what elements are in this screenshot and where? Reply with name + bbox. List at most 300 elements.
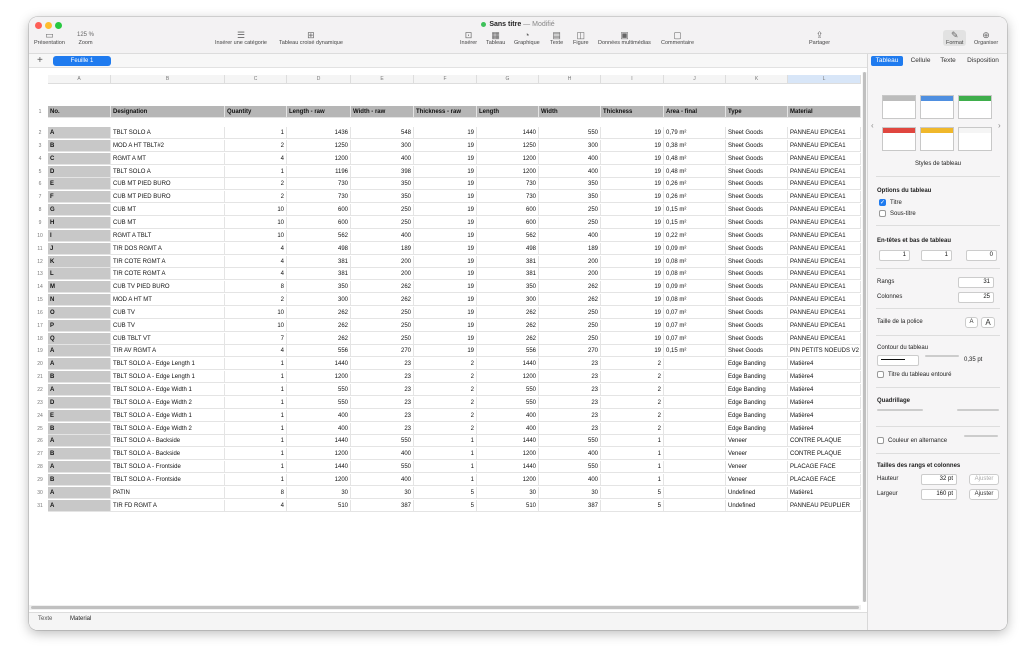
border-width-value[interactable]: 0,35 pt (964, 357, 983, 363)
text-button[interactable] (550, 30, 563, 46)
table-cell[interactable]: 1200 (287, 371, 351, 383)
column-header[interactable]: K (726, 75, 788, 84)
table-cell[interactable]: 381 (287, 268, 351, 280)
table-cell[interactable]: 0,07 m² (664, 320, 726, 332)
table-cell[interactable]: 8 (225, 487, 287, 499)
table-cell[interactable]: Matière4 (788, 384, 861, 396)
table-cell[interactable]: CONTRE PLAQUE (788, 448, 861, 460)
table-cell[interactable]: 1440 (477, 461, 539, 473)
table-cell[interactable]: 19 (601, 166, 664, 178)
table-cell[interactable]: 1 (414, 474, 477, 486)
table-cell[interactable]: A (48, 345, 111, 357)
table-cell[interactable]: 0,15 m² (664, 345, 726, 357)
organize-button[interactable] (974, 30, 998, 46)
header-cols-stepper[interactable] (921, 250, 952, 261)
table-cell[interactable]: Matière4 (788, 358, 861, 370)
table-cell[interactable]: 250 (539, 204, 601, 216)
table-cell[interactable]: Sheet Goods (726, 256, 788, 268)
table-cell[interactable]: 5 (601, 500, 664, 512)
table-cell[interactable]: Matière4 (788, 397, 861, 409)
decrease-font-button[interactable]: A (965, 317, 978, 328)
table-cell[interactable]: 23 (351, 410, 414, 422)
table-cell[interactable]: TBLT SOLO A - Edge Width 1 (111, 410, 225, 422)
table-cell[interactable]: 600 (477, 204, 539, 216)
table-cell[interactable]: 23 (539, 358, 601, 370)
table-cell[interactable]: 0,48 m² (664, 166, 726, 178)
table-cell[interactable]: 270 (539, 345, 601, 357)
row-height-stepper[interactable] (921, 474, 957, 485)
table-cell[interactable]: 400 (351, 153, 414, 165)
table-cell[interactable]: 1200 (477, 153, 539, 165)
table-cell[interactable]: 2 (414, 371, 477, 383)
table-cell[interactable]: 510 (477, 500, 539, 512)
table-cell[interactable]: 400 (539, 474, 601, 486)
table-cell[interactable]: PLACAGE FACE (788, 461, 861, 473)
table-cell[interactable] (664, 474, 726, 486)
column-header[interactable]: D (287, 75, 351, 84)
table-cell[interactable]: Matière4 (788, 423, 861, 435)
table-cell[interactable]: A (48, 487, 111, 499)
table-cell[interactable]: 250 (539, 217, 601, 229)
table-cell[interactable]: 19 (414, 294, 477, 306)
pivot-button[interactable] (279, 30, 343, 46)
sidebar-tab[interactable]: Texte (940, 57, 956, 64)
table-cell[interactable]: 300 (477, 294, 539, 306)
table-cell[interactable]: 8 (225, 281, 287, 293)
table-cell[interactable]: 23 (351, 397, 414, 409)
row-number[interactable]: 22 (37, 387, 43, 393)
table-cell[interactable]: CUB TV (111, 320, 225, 332)
table-cell[interactable]: 556 (477, 345, 539, 357)
table-cell[interactable]: 400 (477, 423, 539, 435)
table-cell[interactable]: 2 (601, 384, 664, 396)
table-cell[interactable]: 2 (414, 384, 477, 396)
row-number[interactable]: 11 (37, 245, 43, 252)
table-cell[interactable]: 262 (477, 320, 539, 332)
table-cell[interactable]: PANNEAU PEUPLIER (788, 500, 861, 512)
table-cell[interactable]: 19 (601, 127, 664, 139)
share-button[interactable] (809, 30, 830, 46)
table-cell[interactable]: TBLT SOLO A - Edge Width 2 (111, 397, 225, 409)
table-cell[interactable]: Edge Banding (726, 384, 788, 396)
table-cell[interactable]: 562 (287, 230, 351, 242)
table-cell[interactable]: J (48, 243, 111, 255)
table-cell[interactable]: Undefined (726, 500, 788, 512)
table-cell[interactable]: 19 (414, 320, 477, 332)
row-number[interactable]: 4 (38, 155, 42, 162)
row-number[interactable]: 23 (37, 399, 43, 406)
table-cell[interactable]: 19 (601, 294, 664, 306)
footer-rows-stepper[interactable] (966, 250, 997, 261)
table-cell[interactable]: Sheet Goods (726, 178, 788, 190)
table-cell[interactable]: 1 (225, 166, 287, 178)
table-cell[interactable]: 400 (539, 166, 601, 178)
table-cell[interactable]: 19 (601, 153, 664, 165)
table-cell[interactable]: 23 (539, 410, 601, 422)
table-cell[interactable]: PANNEAU EPICEA1 (788, 268, 861, 280)
table-cell[interactable]: 1 (225, 127, 287, 139)
insert-button[interactable] (460, 30, 477, 46)
table-cell[interactable]: 19 (601, 320, 664, 332)
table-cell[interactable]: 1 (414, 461, 477, 473)
columns-stepper[interactable] (958, 292, 994, 303)
row-number[interactable]: 17 (37, 322, 43, 329)
table-cell[interactable]: 1200 (477, 371, 539, 383)
table-cell[interactable]: N (48, 294, 111, 306)
table-cell[interactable]: 1440 (287, 461, 351, 473)
table-cell[interactable]: 0,15 m² (664, 204, 726, 216)
row-number[interactable]: 3 (38, 142, 42, 149)
table-cell[interactable]: Sheet Goods (726, 166, 788, 178)
table-cell[interactable]: 10 (225, 307, 287, 319)
gridlines-inner-toggle[interactable] (877, 409, 923, 411)
table-style-4[interactable] (882, 127, 916, 151)
table-cell[interactable]: 19 (414, 243, 477, 255)
table-cell[interactable]: Q (48, 333, 111, 345)
header-rows-stepper[interactable] (879, 250, 910, 261)
table-cell[interactable]: G (48, 204, 111, 216)
sheet-tab[interactable]: Feuille 1 (53, 56, 111, 66)
table-cell[interactable]: 1440 (477, 435, 539, 447)
table-cell[interactable]: Sheet Goods (726, 140, 788, 152)
table-cell[interactable]: 250 (351, 333, 414, 345)
table-cell[interactable]: 548 (351, 127, 414, 139)
table-cell[interactable]: 381 (477, 268, 539, 280)
table-cell[interactable]: 19 (601, 204, 664, 216)
table-cell[interactable]: 300 (539, 140, 601, 152)
row-number[interactable]: 16 (37, 309, 43, 316)
table-cell[interactable]: 550 (351, 461, 414, 473)
header-cell[interactable]: Width - raw (351, 106, 414, 118)
table-cell[interactable]: CONTRE PLAQUE (788, 435, 861, 447)
table-cell[interactable]: 1 (601, 448, 664, 460)
column-header[interactable]: E (351, 75, 414, 84)
table-cell[interactable]: 730 (287, 191, 351, 203)
column-header[interactable]: J (664, 75, 726, 84)
alternating-color-well[interactable] (964, 435, 998, 437)
table-cell[interactable]: PANNEAU EPICEA1 (788, 178, 861, 190)
table-cell[interactable]: Sheet Goods (726, 281, 788, 293)
table-cell[interactable]: 556 (287, 345, 351, 357)
table-cell[interactable]: 1440 (477, 358, 539, 370)
table-cell[interactable]: Matière4 (788, 410, 861, 422)
table-cell[interactable]: 400 (539, 448, 601, 460)
table-cell[interactable]: TIR DOS RGMT A (111, 243, 225, 255)
row-number[interactable]: 6 (38, 181, 42, 188)
table-cell[interactable] (664, 500, 726, 512)
vscroll-thumb[interactable] (863, 72, 866, 602)
table-cell[interactable]: Edge Banding (726, 423, 788, 435)
table-cell[interactable]: 19 (601, 140, 664, 152)
row-number[interactable]: 18 (37, 335, 43, 342)
table-cell[interactable]: 200 (539, 256, 601, 268)
table-button[interactable] (486, 30, 505, 46)
table-cell[interactable]: 1 (601, 435, 664, 447)
table-cell[interactable]: 4 (225, 153, 287, 165)
table-cell[interactable]: 2 (414, 397, 477, 409)
table-cell[interactable]: 550 (539, 435, 601, 447)
table-cell[interactable]: Edge Banding (726, 358, 788, 370)
table-cell[interactable]: 387 (539, 500, 601, 512)
header-cell[interactable]: Thickness (601, 106, 664, 118)
table-cell[interactable]: 0,09 m² (664, 243, 726, 255)
table-cell[interactable]: 250 (351, 307, 414, 319)
table-cell[interactable]: 0,26 m² (664, 191, 726, 203)
table-cell[interactable]: A (48, 384, 111, 396)
table-cell[interactable]: 1 (225, 397, 287, 409)
table-cell[interactable]: TIR AV RGMT A (111, 345, 225, 357)
table-cell[interactable]: E (48, 410, 111, 422)
add-sheet-icon[interactable]: + (37, 55, 43, 66)
table-cell[interactable]: 2 (414, 410, 477, 422)
table-cell[interactable] (664, 423, 726, 435)
insert-category-button[interactable] (215, 30, 267, 46)
table-cell[interactable]: 1200 (477, 166, 539, 178)
sidebar-tab[interactable]: Disposition (967, 57, 999, 64)
table-cell[interactable]: 19 (414, 178, 477, 190)
row-number[interactable]: 14 (37, 284, 43, 291)
table-cell[interactable]: 23 (539, 397, 601, 409)
table-cell[interactable]: 262 (539, 294, 601, 306)
increase-font-button[interactable]: A (981, 317, 995, 328)
alternating-checkbox[interactable] (877, 437, 947, 444)
table-cell[interactable]: 270 (351, 345, 414, 357)
column-header[interactable]: H (539, 75, 601, 84)
table-cell[interactable]: 1 (414, 435, 477, 447)
column-header[interactable]: I (601, 75, 664, 84)
table-cell[interactable]: 400 (539, 230, 601, 242)
table-cell[interactable]: 4 (225, 268, 287, 280)
table-cell[interactable]: 2 (225, 294, 287, 306)
table-cell[interactable]: 200 (351, 268, 414, 280)
header-cell[interactable]: Length - raw (287, 106, 351, 118)
table-style-5[interactable] (920, 127, 954, 151)
table-cell[interactable]: 0,15 m² (664, 217, 726, 229)
table-cell[interactable]: A (48, 127, 111, 139)
chevron-left-icon[interactable]: ‹ (871, 121, 874, 130)
table-cell[interactable]: MOD A HT MT (111, 294, 225, 306)
table-cell[interactable]: PANNEAU EPICEA1 (788, 166, 861, 178)
table-cell[interactable]: TBLT SOLO A (111, 166, 225, 178)
table-cell[interactable]: 1200 (477, 448, 539, 460)
table-cell[interactable]: RGMT A MT (111, 153, 225, 165)
table-cell[interactable]: Sheet Goods (726, 333, 788, 345)
table-cell[interactable]: 19 (414, 153, 477, 165)
table-cell[interactable]: TBLT SOLO A - Frontside (111, 474, 225, 486)
table-cell[interactable]: 0,07 m² (664, 333, 726, 345)
table-cell[interactable]: 2 (225, 140, 287, 152)
table-cell[interactable]: F (48, 191, 111, 203)
table-cell[interactable]: Veneer (726, 435, 788, 447)
table-cell[interactable]: B (48, 448, 111, 460)
row-number[interactable]: 30 (37, 489, 43, 496)
row-number[interactable]: 1 (38, 109, 42, 115)
table-cell[interactable]: 1 (225, 474, 287, 486)
row-number[interactable]: 13 (37, 271, 43, 278)
table-cell[interactable]: 400 (287, 423, 351, 435)
column-header[interactable]: C (225, 75, 287, 84)
gridlines-outer-toggle[interactable] (957, 409, 999, 411)
table-cell[interactable]: 10 (225, 230, 287, 242)
table-cell[interactable]: 19 (601, 178, 664, 190)
column-header[interactable]: G (477, 75, 539, 84)
table-cell[interactable]: TIR FD RGMT A (111, 500, 225, 512)
table-cell[interactable]: 498 (287, 243, 351, 255)
row-number[interactable]: 2 (38, 130, 42, 136)
table-cell[interactable]: 19 (601, 333, 664, 345)
table-cell[interactable]: Sheet Goods (726, 345, 788, 357)
table-cell[interactable]: 30 (477, 487, 539, 499)
table-cell[interactable]: 19 (601, 307, 664, 319)
table-cell[interactable]: 387 (351, 500, 414, 512)
header-cell[interactable]: Designation (111, 106, 225, 118)
table-cell[interactable]: 1440 (287, 435, 351, 447)
comment-button[interactable] (661, 30, 694, 46)
table-cell[interactable]: 381 (287, 256, 351, 268)
table-cell[interactable]: Sheet Goods (726, 217, 788, 229)
header-cell[interactable]: Quantity (225, 106, 287, 118)
table-cell[interactable]: Sheet Goods (726, 268, 788, 280)
table-cell[interactable]: D (48, 397, 111, 409)
table-cell[interactable]: B (48, 371, 111, 383)
table-cell[interactable]: 262 (477, 307, 539, 319)
table-cell[interactable]: 250 (539, 333, 601, 345)
table-cell[interactable] (664, 448, 726, 460)
table-cell[interactable]: 10 (225, 204, 287, 216)
table-cell[interactable]: 0,08 m² (664, 256, 726, 268)
table-cell[interactable]: 19 (414, 191, 477, 203)
table-style-1[interactable] (882, 95, 916, 119)
table-cell[interactable]: 1 (225, 461, 287, 473)
table-cell[interactable]: 600 (287, 217, 351, 229)
table-cell[interactable]: 1 (225, 448, 287, 460)
table-cell[interactable]: 19 (414, 140, 477, 152)
sidebar-tab[interactable]: Cellule (910, 57, 931, 64)
table-cell[interactable] (664, 410, 726, 422)
table-cell[interactable]: 262 (287, 333, 351, 345)
table-cell[interactable]: 200 (539, 268, 601, 280)
chart-button[interactable] (514, 30, 540, 46)
table-cell[interactable]: 1196 (287, 166, 351, 178)
table-cell[interactable]: 730 (477, 191, 539, 203)
row-number[interactable]: 29 (37, 476, 43, 483)
table-style-2[interactable] (920, 95, 954, 119)
table-cell[interactable]: 19 (414, 230, 477, 242)
row-number[interactable]: 19 (37, 348, 43, 355)
column-header[interactable]: B (111, 75, 225, 84)
table-cell[interactable]: Veneer (726, 461, 788, 473)
table-cell[interactable]: PANNEAU EPICEA1 (788, 153, 861, 165)
table-cell[interactable]: 19 (601, 268, 664, 280)
table-cell[interactable]: 350 (351, 191, 414, 203)
table-cell[interactable]: 23 (351, 358, 414, 370)
row-number[interactable]: 24 (37, 412, 43, 419)
table-cell[interactable]: 4 (225, 500, 287, 512)
table-cell[interactable]: 19 (601, 256, 664, 268)
table-cell[interactable]: 562 (477, 230, 539, 242)
table-cell[interactable]: 730 (287, 178, 351, 190)
table-cell[interactable]: 1200 (287, 474, 351, 486)
table-cell[interactable]: Edge Banding (726, 371, 788, 383)
table-cell[interactable]: Sheet Goods (726, 204, 788, 216)
table-cell[interactable]: B (48, 140, 111, 152)
table-cell[interactable]: 400 (351, 448, 414, 460)
row-number[interactable]: 20 (37, 361, 43, 368)
table-cell[interactable]: Sheet Goods (726, 191, 788, 203)
table-cell[interactable]: 0,22 m² (664, 230, 726, 242)
table-cell[interactable]: 1 (225, 371, 287, 383)
table-cell[interactable]: 350 (539, 191, 601, 203)
table-cell[interactable]: TBLT SOLO A - Frontside (111, 461, 225, 473)
table-cell[interactable]: 4 (225, 345, 287, 357)
table-cell[interactable]: 23 (351, 371, 414, 383)
table-cell[interactable]: Sheet Goods (726, 294, 788, 306)
table-cell[interactable]: 400 (351, 474, 414, 486)
outline-title-checkbox[interactable] (877, 371, 952, 378)
zoom-button[interactable] (77, 30, 94, 46)
table-cell[interactable]: PANNEAU EPICEA1 (788, 294, 861, 306)
table-cell[interactable]: 19 (414, 333, 477, 345)
table-cell[interactable]: 30 (351, 487, 414, 499)
table-cell[interactable]: TBLT SOLO A - Edge Width 1 (111, 384, 225, 396)
table-cell[interactable]: O (48, 307, 111, 319)
table-cell[interactable]: 0,48 m² (664, 153, 726, 165)
table-cell[interactable]: 1440 (287, 358, 351, 370)
table-cell[interactable]: 0,07 m² (664, 307, 726, 319)
table-cell[interactable]: 1 (225, 384, 287, 396)
table-cell[interactable] (664, 435, 726, 447)
table-cell[interactable]: 498 (477, 243, 539, 255)
table-cell[interactable]: 19 (414, 281, 477, 293)
table-cell[interactable]: 10 (225, 320, 287, 332)
rows-stepper[interactable] (958, 277, 994, 288)
column-header[interactable]: F (414, 75, 477, 84)
header-cell[interactable]: No. (48, 106, 111, 118)
table-cell[interactable]: Matière4 (788, 371, 861, 383)
table-cell[interactable]: 300 (287, 294, 351, 306)
table-cell[interactable]: 1200 (477, 474, 539, 486)
table-style-3[interactable] (958, 95, 992, 119)
table-cell[interactable]: 262 (351, 294, 414, 306)
table-cell[interactable]: 510 (287, 500, 351, 512)
row-number[interactable]: 12 (37, 258, 43, 265)
table-cell[interactable]: 550 (477, 397, 539, 409)
table-cell[interactable]: C (48, 153, 111, 165)
table-cell[interactable]: MOD A HT TBLT#2 (111, 140, 225, 152)
table-cell[interactable]: 262 (287, 320, 351, 332)
table-cell[interactable]: CUB TBLT VT (111, 333, 225, 345)
table-cell[interactable]: B (48, 423, 111, 435)
presentation-button[interactable] (34, 30, 65, 46)
table-cell[interactable]: 400 (539, 153, 601, 165)
row-number[interactable]: 21 (37, 374, 43, 381)
table-cell[interactable]: H (48, 217, 111, 229)
table-cell[interactable]: 1 (225, 358, 287, 370)
hscroll-thumb[interactable] (31, 606, 859, 609)
table-cell[interactable]: 19 (601, 243, 664, 255)
table-cell[interactable]: 30 (287, 487, 351, 499)
table-cell[interactable]: 1200 (287, 153, 351, 165)
table-cell[interactable]: 5 (601, 487, 664, 499)
chevron-right-icon[interactable]: › (998, 121, 1001, 130)
table-cell[interactable]: 730 (477, 178, 539, 190)
table-cell[interactable]: 200 (351, 256, 414, 268)
table-cell[interactable]: TBLT SOLO A - Edge Length 1 (111, 358, 225, 370)
table-cell[interactable]: 1440 (477, 127, 539, 139)
table-cell[interactable]: Edge Banding (726, 410, 788, 422)
row-number[interactable]: 25 (37, 425, 43, 432)
table-cell[interactable]: PANNEAU EPICEA1 (788, 217, 861, 229)
